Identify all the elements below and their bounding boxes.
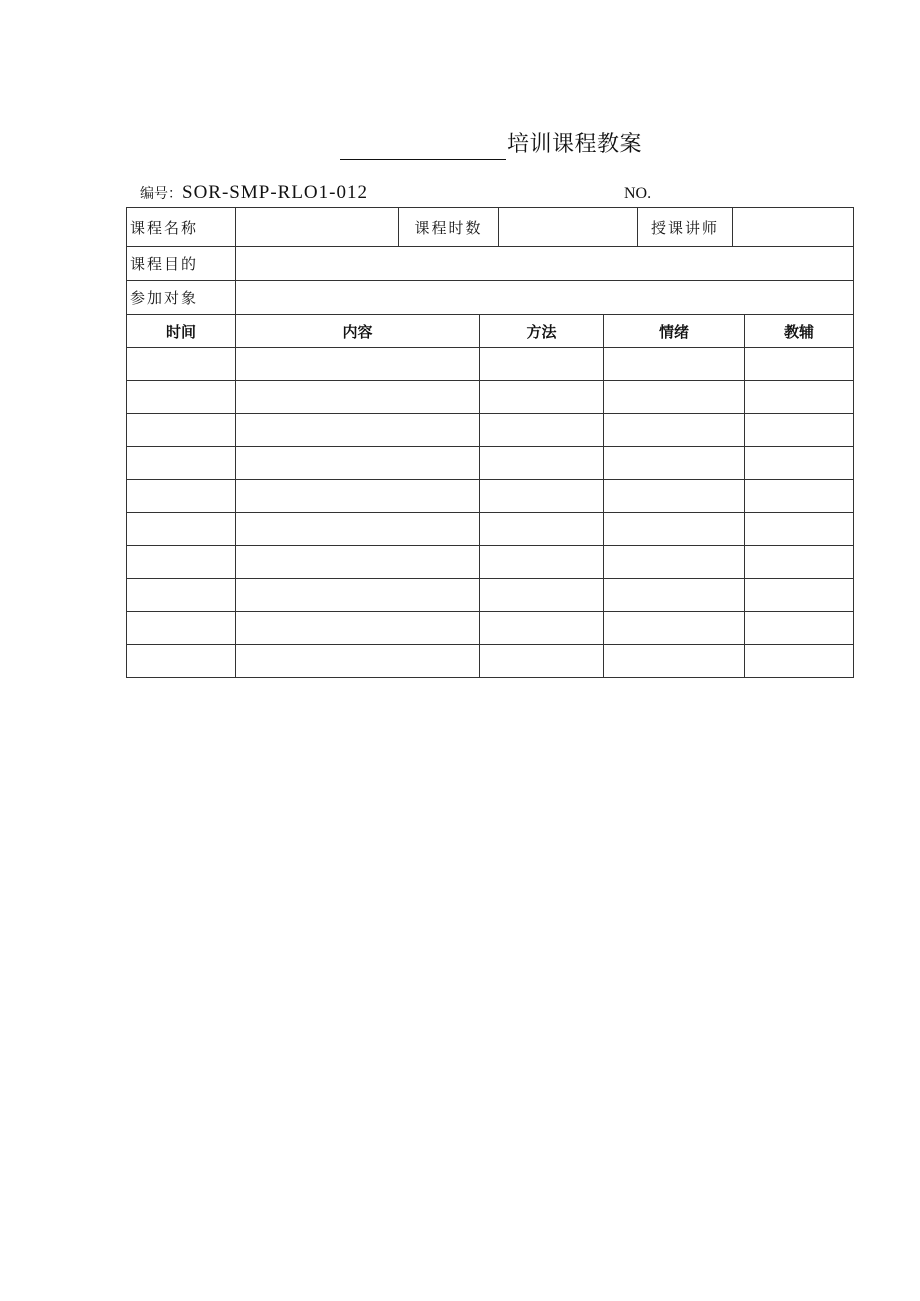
cell-mood[interactable]: [604, 414, 745, 447]
course-hours-label: 课程时数: [399, 208, 499, 247]
number-label: NO.: [624, 185, 652, 202]
cell-teaching-aid[interactable]: [745, 612, 854, 645]
cell-content[interactable]: [236, 414, 480, 447]
course-name-label: 课程名称: [127, 208, 236, 247]
schedule-table: [126, 314, 854, 678]
cell-time[interactable]: [127, 612, 236, 645]
document-code: [140, 181, 368, 206]
cell-mood[interactable]: [604, 447, 745, 480]
course-goal-field[interactable]: [236, 247, 854, 281]
table-row: [127, 480, 854, 513]
cell-content[interactable]: [236, 546, 480, 579]
title-text: 培训课程教案: [507, 132, 643, 157]
cell-time[interactable]: [127, 348, 236, 381]
table-row: [127, 645, 854, 678]
cell-teaching-aid[interactable]: [745, 447, 854, 480]
course-info-table: [126, 207, 854, 315]
cell-method[interactable]: [480, 414, 604, 447]
cell-mood[interactable]: [604, 546, 745, 579]
cell-teaching-aid[interactable]: [745, 480, 854, 513]
course-hours-field[interactable]: [499, 208, 638, 247]
schedule-body: [127, 348, 854, 678]
code-value: SOR-SMP-RLO1-012: [182, 182, 368, 203]
course-goal-row: [127, 247, 854, 281]
cell-mood[interactable]: [604, 612, 745, 645]
cell-time[interactable]: [127, 480, 236, 513]
header-method: 方法: [480, 315, 604, 348]
table-row: [127, 447, 854, 480]
cell-method[interactable]: [480, 513, 604, 546]
header-content: 内容: [236, 315, 480, 348]
course-info-row: [127, 208, 854, 247]
cell-mood[interactable]: [604, 513, 745, 546]
cell-mood[interactable]: [604, 348, 745, 381]
cell-method[interactable]: [480, 480, 604, 513]
table-row: [127, 381, 854, 414]
cell-mood[interactable]: [604, 480, 745, 513]
cell-method[interactable]: [480, 546, 604, 579]
cell-time[interactable]: [127, 414, 236, 447]
document-title: [340, 128, 642, 160]
cell-time[interactable]: [127, 546, 236, 579]
cell-time[interactable]: [127, 579, 236, 612]
cell-method[interactable]: [480, 579, 604, 612]
audience-field[interactable]: [236, 281, 854, 315]
cell-teaching-aid[interactable]: [745, 381, 854, 414]
header-teaching-aid: 教辅: [745, 315, 854, 348]
code-label: 编号：: [140, 186, 182, 202]
cell-content[interactable]: [236, 513, 480, 546]
cell-method[interactable]: [480, 612, 604, 645]
cell-method[interactable]: [480, 645, 604, 678]
cell-content[interactable]: [236, 480, 480, 513]
cell-teaching-aid[interactable]: [745, 579, 854, 612]
cell-time[interactable]: [127, 381, 236, 414]
cell-mood[interactable]: [604, 579, 745, 612]
cell-mood[interactable]: [604, 381, 745, 414]
cell-content[interactable]: [236, 612, 480, 645]
cell-time[interactable]: [127, 645, 236, 678]
cell-teaching-aid[interactable]: [745, 414, 854, 447]
instructor-label: 授课讲师: [638, 208, 733, 247]
table-row: [127, 414, 854, 447]
audience-row: [127, 281, 854, 315]
cell-time[interactable]: [127, 513, 236, 546]
header-time: 时间: [127, 315, 236, 348]
cell-content[interactable]: [236, 381, 480, 414]
schedule-header-row: [127, 315, 854, 348]
cell-method[interactable]: [480, 447, 604, 480]
instructor-field[interactable]: [733, 208, 854, 247]
audience-label: 参加对象: [127, 281, 236, 315]
course-goal-label: 课程目的: [127, 247, 236, 281]
table-row: [127, 579, 854, 612]
cell-method[interactable]: [480, 381, 604, 414]
cell-teaching-aid[interactable]: [745, 513, 854, 546]
cell-mood[interactable]: [604, 645, 745, 678]
cell-content[interactable]: [236, 447, 480, 480]
cell-content[interactable]: [236, 579, 480, 612]
table-row: [127, 546, 854, 579]
table-row: [127, 612, 854, 645]
cell-content[interactable]: [236, 348, 480, 381]
cell-teaching-aid[interactable]: [745, 546, 854, 579]
table-row: [127, 348, 854, 381]
table-row: [127, 513, 854, 546]
cell-time[interactable]: [127, 447, 236, 480]
cell-content[interactable]: [236, 645, 480, 678]
cell-teaching-aid[interactable]: [745, 348, 854, 381]
cell-method[interactable]: [480, 348, 604, 381]
title-blank-field[interactable]: [340, 133, 506, 160]
header-mood: 情绪: [604, 315, 745, 348]
cell-teaching-aid[interactable]: [745, 645, 854, 678]
course-name-field[interactable]: [236, 208, 399, 247]
